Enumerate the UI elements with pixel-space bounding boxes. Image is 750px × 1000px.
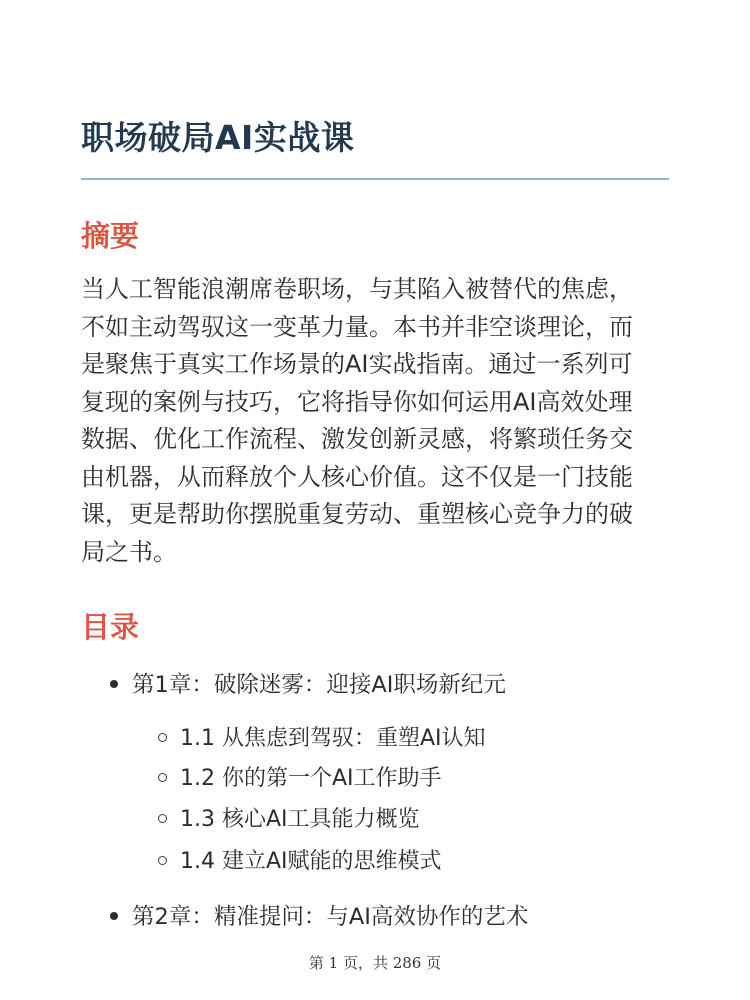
toc-section-1-1[interactable] xyxy=(158,722,486,756)
toc-section-label: 1.2 你的第一个AI工作助手 xyxy=(180,766,442,791)
hollow-bullet-icon xyxy=(158,733,167,742)
toc-section-label: 1.1 从焦虑到驾驭：重塑AI认知 xyxy=(180,726,486,751)
abstract-line: 局之书。 xyxy=(81,537,177,566)
toc-chapter-2[interactable] xyxy=(110,900,528,934)
bullet-icon xyxy=(110,912,118,920)
hollow-bullet-icon xyxy=(158,773,167,782)
toc-heading: 目录 xyxy=(81,610,140,644)
toc-section-1-3[interactable] xyxy=(158,803,420,837)
abstract-line: 不如主动驾驭这一变革力量。本书并非空谈理论，而 xyxy=(81,312,633,341)
title-divider xyxy=(81,178,669,180)
abstract-line: 由机器，从而释放个人核心价值。这不仅是一门技能 xyxy=(81,462,633,491)
hollow-bullet-icon xyxy=(158,814,167,823)
abstract-line: 课，更是帮助你摆脱重复劳动、重塑核心竞争力的破 xyxy=(81,500,633,528)
page-footer: 第 1 页，共 286 页 xyxy=(308,954,442,972)
abstract-line: 复现的案例与技巧，它将指导你如何运用AI高效处理 xyxy=(81,387,633,416)
hollow-bullet-icon xyxy=(158,856,167,865)
abstract-heading: 摘要 xyxy=(81,219,140,253)
abstract-line: 当人工智能浪潮席卷职场，与其陷入被替代的焦虑， xyxy=(81,275,633,303)
toc-section-1-2[interactable] xyxy=(158,762,442,796)
abstract-line: 是聚焦于真实工作场景的AI实战指南。通过一系列可 xyxy=(81,350,633,378)
toc-section-label: 1.3 核心AI工具能力概览 xyxy=(180,807,420,832)
abstract-body xyxy=(81,271,671,571)
toc-section-label: 1.4 建立AI赋能的思维模式 xyxy=(180,849,442,874)
bullet-icon xyxy=(110,680,118,688)
toc-chapter-label: 第2章：精准提问：与AI高效协作的艺术 xyxy=(132,904,529,930)
toc-chapter-1[interactable] xyxy=(110,668,506,702)
abstract-line: 数据、优化工作流程、激发创新灵感，将繁琐任务交 xyxy=(81,425,633,453)
toc-chapter-label: 第1章：破除迷雾：迎接AI职场新纪元 xyxy=(132,672,506,698)
toc-section-1-4[interactable] xyxy=(158,845,442,879)
document-title: 职场破局AI实战课 xyxy=(81,118,355,157)
